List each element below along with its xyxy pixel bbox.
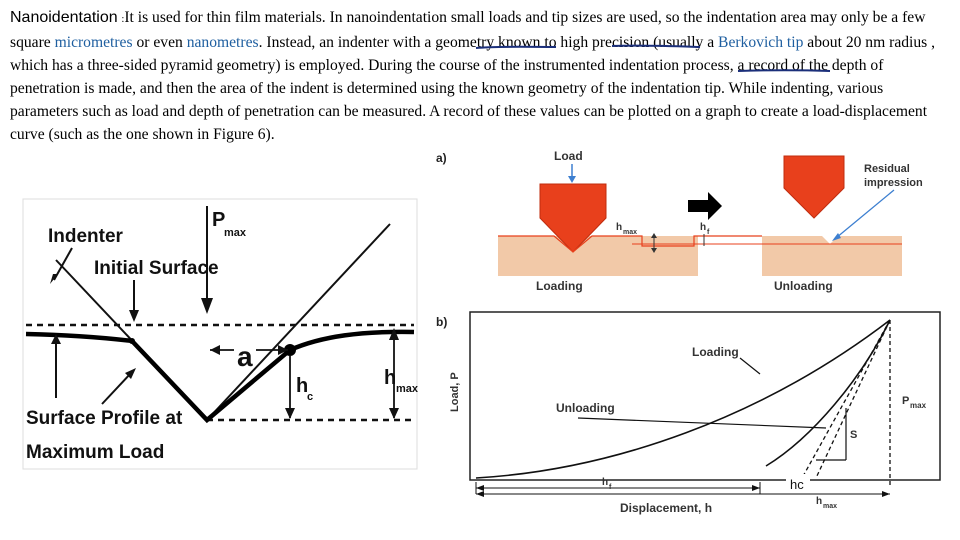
panel-a-hmax-label: h — [616, 222, 623, 233]
stiffness-label: S — [850, 429, 858, 441]
sample-block-loading — [498, 236, 698, 276]
panel-a-unloading-label: Unloading — [774, 279, 833, 293]
paragraph-text-3: . Instead, an indenter with a geometry known to high precision (usually a — [258, 34, 719, 51]
intro-paragraph — [10, 6, 950, 146]
panel-a-hf-subscript: f — [707, 229, 710, 236]
panel-b-hc-label: hc — [790, 477, 804, 492]
panel-b-loading-label: Loading — [692, 345, 739, 359]
load-unload-figure — [432, 148, 960, 522]
panel-b-hmax-label: h — [816, 496, 823, 507]
panel-b-hmax-subscript: max — [823, 503, 838, 510]
panel-b-unloading-label: Unloading — [556, 401, 615, 415]
panel-b-ylabel: Load, P — [449, 372, 461, 412]
pmax-label: P — [212, 209, 226, 231]
hc-subscript: c — [307, 391, 314, 403]
hc-label: h — [296, 375, 309, 397]
initial-surface-label: Initial Surface — [94, 258, 219, 279]
heading: Nanoidentation — [10, 9, 118, 26]
a-label: a — [237, 341, 253, 372]
panel-b-hf-subscript: f — [609, 484, 612, 491]
paragraph-text-2: or even — [132, 34, 187, 51]
panel-a-loading-label: Loading — [536, 279, 583, 293]
heading-separator: : — [121, 14, 125, 25]
panel-a-load-label: Load — [554, 149, 583, 163]
link-berkovich-tip[interactable]: Berkovich tip — [718, 34, 804, 51]
residual-label-2: impression — [864, 177, 923, 189]
panel-b-tag: b) — [436, 315, 448, 329]
hmax-label: h — [384, 367, 397, 389]
paragraph-text-4: about 20 nm radius , which has a three-sided pyramid geometry) is employed. During the course of the instrumented indentation process, a record of the depth of penetration is made, and then the area of the indent is determined using the known geometry of the indentation tip. While indenting, various parameters such as load and depth of penetration can be measured. A record of these values can be plotted on a graph to create a load-displacement curve (such as the one shown in Figure 6). — [10, 34, 936, 143]
hmax-subscript: max — [396, 383, 418, 395]
surface-profile-label-2: Maximum Load — [26, 442, 165, 463]
indentation-cross-section — [22, 198, 418, 470]
panel-b-hf-label: h — [602, 477, 609, 488]
panel-a-hf-label: h — [700, 222, 707, 233]
panel-a-hmax-subscript: max — [623, 229, 638, 236]
residual-label-1: Residual — [864, 163, 910, 175]
pmax-subscript: max — [224, 227, 247, 239]
panel-b-pmax-label: P — [902, 395, 910, 407]
panel-b-pmax-subscript: max — [910, 401, 927, 410]
panel-a-tag: a) — [436, 151, 447, 165]
link-nanometres[interactable]: nanometres — [186, 34, 259, 51]
surface-profile-label-1: Surface Profile at — [26, 408, 183, 429]
contact-point — [129, 338, 135, 344]
sample-block-unloading — [762, 236, 902, 276]
indenter-label: Indenter — [48, 226, 123, 247]
link-micrometres[interactable]: micrometres — [54, 34, 133, 51]
paragraph-text-1: It is used for thin film materials. In nanoindentation small loads and tip sizes are used, so the indentation area may only be a few square — [10, 9, 926, 51]
panel-b-xlabel: Displacement, h — [620, 501, 713, 515]
